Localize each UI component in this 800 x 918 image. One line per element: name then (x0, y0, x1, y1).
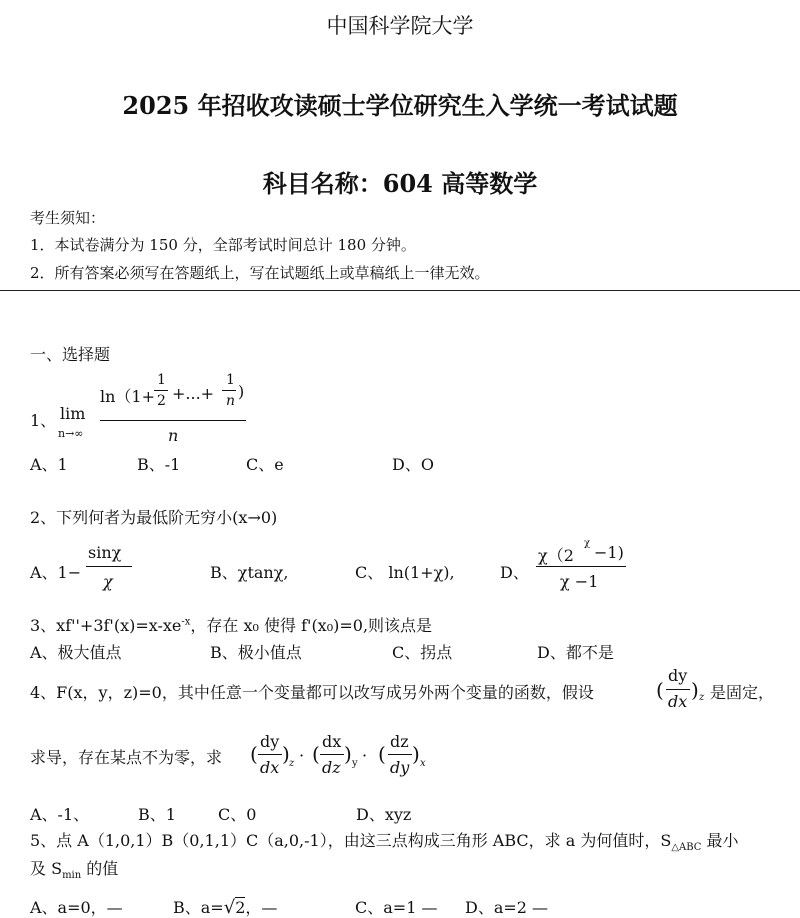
q1-mid: +...+ (172, 384, 215, 403)
q1-frac1-num: 1 (157, 372, 166, 388)
q3-option-c: C、拐点 (392, 643, 453, 662)
q3-option-b: B、极小值点 (210, 643, 302, 662)
q1-frac2-den: n (226, 393, 236, 409)
divider (0, 290, 800, 291)
q5-option-d: D、a=2 — (465, 898, 549, 917)
q4-option-a: A、-1、 (30, 805, 90, 824)
q4-p1-num: dy (260, 732, 280, 751)
q4-p1-open: ( (250, 742, 258, 766)
q1-option-b: B、-1 (137, 455, 181, 474)
q4-p1-den: dx (260, 758, 280, 777)
q2-option-a-prefix: A、1− (30, 563, 82, 582)
q4-option-b: B、1 (138, 805, 176, 824)
q4-p2-close: ) (344, 742, 352, 766)
q1-number: 1、 (30, 411, 57, 430)
q4-frac-bar (666, 689, 690, 690)
notice-heading: 考生须知： (30, 209, 106, 227)
q1-lim: lim (60, 404, 86, 423)
q1-option-a: A、1 (30, 455, 68, 474)
q4-paren-open: ( (656, 678, 664, 702)
q2-option-d-bar (536, 566, 626, 567)
q4-p2-open: ( (312, 742, 320, 766)
q4-p3-bar (388, 754, 412, 755)
q4-p1-bar (258, 754, 282, 755)
q2-option-a-num: sinχ (88, 543, 122, 562)
q4-stem-tail: 是固定， (710, 683, 775, 702)
q4-p1-close: ) (282, 742, 290, 766)
q2-stem: 2、下列何者为最低阶无穷小(x→0) (30, 508, 278, 527)
q1-option-c: C、e (246, 455, 284, 474)
q4-p3-num: dz (390, 732, 409, 751)
q4-paren-close: ) (691, 678, 699, 702)
q4-p2-den: dz (322, 758, 341, 777)
q4-frac-den: dx (668, 692, 688, 711)
q2-option-d-den: χ −1 (560, 572, 599, 591)
q4-p2-bar (320, 754, 344, 755)
q4-p2-num: dx (322, 732, 342, 751)
q4-option-c: C、0 (218, 805, 257, 824)
q2-option-c: C、 ln(1+χ), (355, 563, 455, 582)
q1-lim-sub: n→∞ (58, 427, 84, 440)
q4-p3-den: dy (390, 758, 410, 777)
q4-frac-num: dy (668, 666, 688, 685)
q2-option-a-den: χ (103, 572, 113, 591)
q4-dot: · (362, 746, 368, 765)
q1-frac2-bar (222, 390, 236, 391)
q4-stem: 4、F(x，y，z)=0，其中任意一个变量都可以改写成另外两个变量的函数，假设 (30, 683, 594, 702)
q2-option-d-prefix: D、 (500, 563, 529, 582)
q4-p2-sub: y (352, 758, 358, 769)
q1-frac1-bar (154, 390, 168, 391)
section-title: 一、选择题 (30, 345, 111, 364)
university-name: 中国科学院大学 (326, 14, 474, 38)
q4-frac-sub: z (699, 692, 705, 703)
q5-option-a: A、a=0，— (30, 898, 123, 917)
q5-line1: 5、点 A（1,0,1）B（0,1,1）C（a,0,-1），由这三点构成三角形 ABC，求 a 为何值时，$S_{\triangle ABC}$ 最小 (30, 831, 739, 854)
q4-option-d: D、xyz (356, 805, 412, 824)
q4-dot: · (299, 746, 305, 765)
q5-option-b: B、a=√2，— (173, 897, 278, 918)
q3-stem: 3、$xf''+3f'(x)=x-xe^{-x}$，存在 x₀ 使得 f'(x₀)=0,则该点是 (30, 616, 433, 635)
q4-line2: 求导，存在某点不为零，求 (30, 748, 223, 767)
notice-item: 1．本试卷满分为 150 分，全部考试时间总计 180 分钟。 (30, 236, 416, 254)
q3-option-a: A、极大值点 (30, 643, 122, 662)
notice-item: 2．所有答案必须写在答题纸上，写在试题纸上或草稿纸上一律无效。 (30, 264, 490, 282)
q1-frac2-num: 1 (226, 372, 235, 388)
q4-p1-sub: z (289, 758, 295, 769)
q1-frac1-den: 2 (157, 393, 166, 409)
q4-p3-sub: x (420, 758, 426, 769)
q2-option-b: B、χtanχ, (210, 563, 289, 582)
subject-title: 科目名称：604 高等数学 (262, 169, 538, 198)
q3-option-d: D、都不是 (537, 643, 614, 662)
q5-line2: 及 $S_{min}$ 的值 (30, 859, 119, 882)
q4-p3-open: ( (378, 742, 386, 766)
q2-option-d-sup: χ (584, 538, 591, 549)
exam-title: 2025 年招收攻读硕士学位研究生入学统一考试试题 (122, 91, 678, 120)
q4-p3-close: ) (412, 742, 420, 766)
q1-denominator: n (168, 426, 179, 445)
q2-option-a-bar (86, 566, 132, 567)
q1-numerator-ln: ln（1+ (100, 387, 156, 406)
q1-close: ) (238, 382, 245, 401)
q5-option-c: C、a=1 — (355, 898, 438, 917)
q2-option-d-num-tail: −1) (594, 543, 624, 562)
q1-fraction-bar (100, 420, 246, 421)
q2-option-d-num: χ（2 (538, 546, 574, 565)
q1-option-d: D、O (392, 455, 434, 474)
